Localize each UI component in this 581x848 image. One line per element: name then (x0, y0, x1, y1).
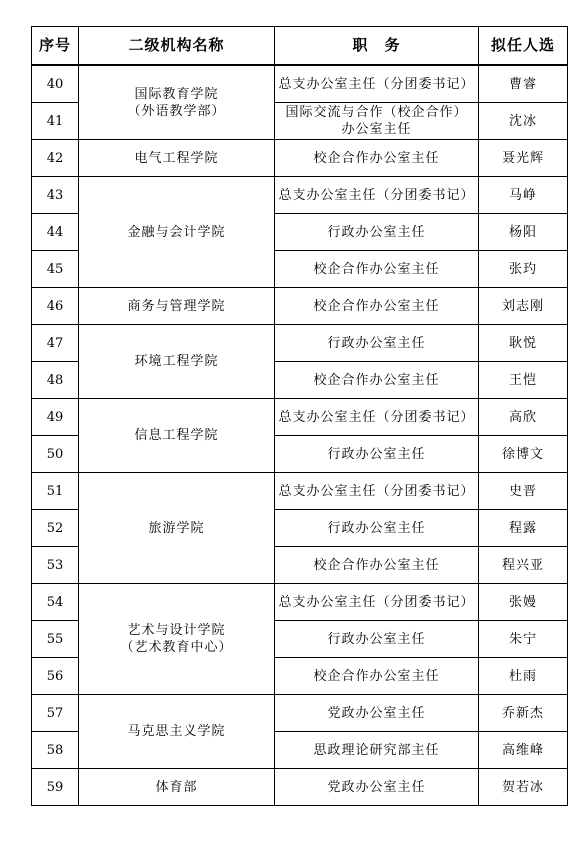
cell-duty (275, 621, 479, 658)
cell-candidate: 程兴亚 (479, 547, 568, 584)
cell-seq: 51 (32, 473, 79, 510)
cell-dept (79, 399, 275, 473)
header-candidate: 拟任人选 (479, 27, 568, 66)
duty-line: 行政办公室主任 (327, 446, 426, 462)
dept-name-line: 环境工程学院 (134, 354, 219, 369)
cell-candidate: 杜雨 (479, 658, 568, 695)
table-row (32, 695, 568, 732)
dept-name-line: 艺术与设计学院 (127, 623, 226, 638)
duty-line: 国际交流与合作（校企合作） (285, 105, 468, 120)
cell-seq: 52 (32, 510, 79, 547)
cell-seq: 48 (32, 362, 79, 399)
cell-candidate: 耿悦 (479, 325, 568, 362)
cell-duty (275, 103, 479, 140)
table-row (32, 399, 568, 436)
cell-duty (275, 732, 479, 769)
cell-dept (79, 473, 275, 584)
cell-candidate: 朱宁 (479, 621, 568, 658)
dept-name-line: 商务与管理学院 (127, 298, 226, 314)
cell-duty (275, 584, 479, 621)
table-row (32, 65, 568, 103)
cell-duty (275, 658, 479, 695)
cell-duty (275, 214, 479, 251)
dept-name-line: （外语教学部） (127, 103, 226, 119)
cell-candidate: 徐博文 (479, 436, 568, 473)
cell-seq: 45 (32, 251, 79, 288)
appointment-table (31, 26, 568, 806)
table-row (32, 288, 568, 325)
table-row (32, 325, 568, 362)
cell-duty (275, 436, 479, 473)
duty-line: 校企合作办公室主任 (313, 668, 440, 684)
table-row (32, 584, 568, 621)
cell-dept (79, 769, 275, 806)
cell-dept (79, 177, 275, 288)
cell-seq: 56 (32, 658, 79, 695)
cell-candidate: 贺若冰 (479, 769, 568, 806)
cell-duty (275, 473, 479, 510)
cell-candidate: 曹睿 (479, 65, 568, 103)
duty-line: 党政办公室主任 (327, 705, 426, 721)
cell-duty (275, 140, 479, 177)
cell-dept (79, 288, 275, 325)
dept-name-line: 马克思主义学院 (127, 724, 226, 739)
cell-duty (275, 510, 479, 547)
duty-line: 行政办公室主任 (327, 631, 426, 647)
cell-seq: 59 (32, 769, 79, 806)
table-row (32, 473, 568, 510)
cell-seq: 41 (32, 103, 79, 140)
table-row (32, 177, 568, 214)
cell-dept (79, 140, 275, 177)
dept-name-line: 电气工程学院 (134, 150, 219, 166)
duty-line: 校企合作办公室主任 (313, 372, 440, 388)
cell-duty (275, 399, 479, 436)
cell-duty (275, 177, 479, 214)
cell-duty (275, 325, 479, 362)
cell-seq: 54 (32, 584, 79, 621)
cell-duty (275, 695, 479, 732)
dept-name-line: 旅游学院 (148, 520, 205, 536)
cell-candidate: 高欣 (479, 399, 568, 436)
duty-line: 行政办公室主任 (327, 335, 426, 351)
cell-candidate: 沈冰 (479, 103, 568, 140)
cell-seq: 57 (32, 695, 79, 732)
table-body (32, 65, 568, 806)
header-row (32, 27, 568, 66)
cell-candidate: 杨阳 (479, 214, 568, 251)
cell-duty (275, 362, 479, 399)
cell-candidate: 张玓 (479, 251, 568, 288)
duty-line: 思政理论研究部主任 (313, 742, 440, 758)
cell-candidate: 张嫚 (479, 584, 568, 621)
dept-name-line: 体育部 (155, 779, 198, 795)
cell-duty (275, 251, 479, 288)
duty-line: 校企合作办公室主任 (313, 298, 440, 314)
cell-dept (79, 65, 275, 140)
cell-seq: 55 (32, 621, 79, 658)
duty-line: 行政办公室主任 (327, 520, 426, 536)
duty-line: 总支办公室主任（分团委书记） (278, 76, 475, 92)
header-seq: 序号 (32, 27, 79, 66)
cell-seq: 50 (32, 436, 79, 473)
dept-name-line: 金融与会计学院 (127, 224, 226, 240)
cell-candidate: 刘志刚 (479, 288, 568, 325)
cell-dept (79, 695, 275, 769)
cell-candidate: 程露 (479, 510, 568, 547)
cell-seq: 43 (32, 177, 79, 214)
duty-line: 总支办公室主任（分团委书记） (278, 594, 475, 610)
duty-line: 总支办公室主任（分团委书记） (278, 483, 475, 499)
cell-duty (275, 65, 479, 103)
cell-candidate: 史晋 (479, 473, 568, 510)
header-duty: 职 务 (275, 27, 479, 66)
duty-line: 党政办公室主任 (327, 779, 426, 795)
duty-line: 总支办公室主任（分团委书记） (278, 409, 475, 425)
cell-candidate: 王恺 (479, 362, 568, 399)
cell-seq: 44 (32, 214, 79, 251)
table-row (32, 140, 568, 177)
cell-duty (275, 288, 479, 325)
duty-line: 校企合作办公室主任 (313, 150, 440, 166)
cell-seq: 46 (32, 288, 79, 325)
cell-seq: 42 (32, 140, 79, 177)
cell-duty (275, 547, 479, 584)
cell-candidate: 聂光辉 (479, 140, 568, 177)
cell-candidate: 高维峰 (479, 732, 568, 769)
header-dept: 二级机构名称 (79, 27, 275, 66)
cell-dept (79, 584, 275, 695)
duty-line: 校企合作办公室主任 (313, 557, 440, 573)
cell-seq: 53 (32, 547, 79, 584)
cell-duty (275, 769, 479, 806)
cell-candidate: 乔新杰 (479, 695, 568, 732)
cell-candidate: 马峥 (479, 177, 568, 214)
duty-line: 总支办公室主任（分团委书记） (278, 187, 475, 203)
cell-seq: 58 (32, 732, 79, 769)
cell-seq: 49 (32, 399, 79, 436)
cell-seq: 47 (32, 325, 79, 362)
dept-name-line: 信息工程学院 (134, 428, 219, 443)
cell-seq: 40 (32, 65, 79, 103)
cell-dept (79, 325, 275, 399)
duty-line: 校企合作办公室主任 (313, 261, 440, 277)
dept-name-line: 国际教育学院 (134, 86, 219, 102)
duty-line: 行政办公室主任 (327, 224, 426, 240)
dept-name-line: （艺术教育中心） (120, 640, 233, 655)
duty-line: 办公室主任 (341, 122, 412, 137)
table-row (32, 769, 568, 806)
